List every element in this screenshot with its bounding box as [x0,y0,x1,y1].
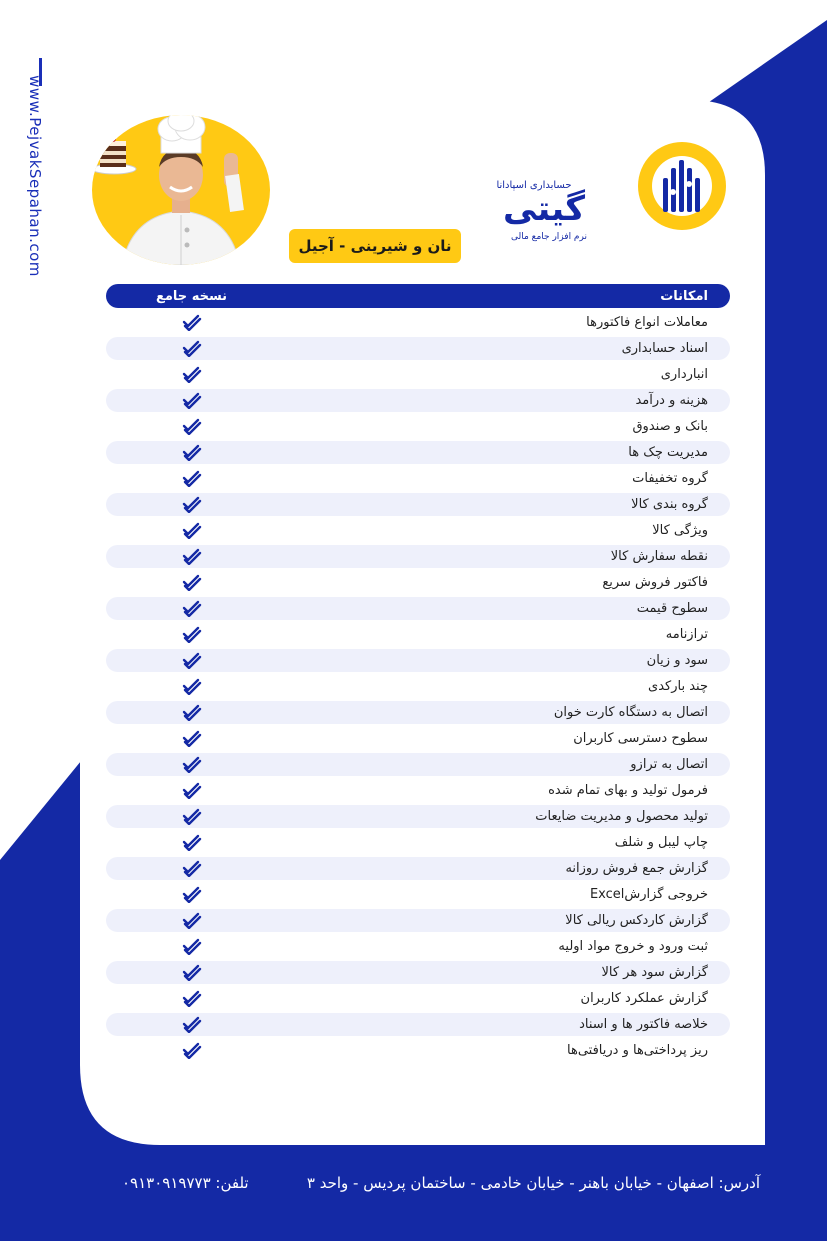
table-row [106,493,730,516]
check-icon [182,938,202,955]
table-row [106,961,730,984]
table-row [106,675,730,698]
table-row [106,883,730,906]
table-row [106,545,730,568]
table-row [106,753,730,776]
feature-label: گروه بندی کالا [631,497,708,512]
table-row [106,623,730,646]
check-icon [182,470,202,487]
check-icon [182,652,202,669]
feature-label: گروه تخفیفات [632,471,708,486]
feature-label: گزارش جمع فروش روزانه [565,861,708,876]
check-icon [182,704,202,721]
table-row [106,389,730,412]
check-icon [182,366,202,383]
feature-label: فاکتور فروش سریع [602,575,708,590]
table-row [106,363,730,386]
check-icon [182,496,202,513]
table-row [106,1013,730,1036]
table-row [106,935,730,958]
logo-brand-main: گیتی [503,189,585,229]
table-row [106,519,730,542]
feature-label: گزارش کاردکس ریالی کالا [565,913,708,928]
check-icon [182,860,202,877]
check-icon [182,912,202,929]
check-icon [182,834,202,851]
table-row [106,467,730,490]
check-icon [182,522,202,539]
check-icon [182,782,202,799]
feature-label: مدیریت چک ها [628,445,708,460]
check-icon [182,444,202,461]
feature-label: چند بارکدی [648,679,708,694]
feature-label: ریز پرداختی‌ها و دریافتی‌ها [567,1043,708,1058]
feature-label: سود و زیان [646,653,708,668]
table-row [106,909,730,932]
feature-label: خروجی گزارشExcel [589,887,708,902]
table-row [106,311,730,334]
table-row [106,727,730,750]
check-icon [182,418,202,435]
features-table [106,284,730,1062]
header-features: امکانات [660,288,708,304]
table-row [106,415,730,438]
table-row [106,779,730,802]
check-icon [182,1016,202,1033]
check-icon [182,600,202,617]
feature-label: ترازنامه [665,627,708,642]
table-row [106,441,730,464]
feature-label: ویژگی کالا [652,523,708,538]
feature-label: خلاصه فاکتور ها و اسناد [579,1017,708,1032]
feature-label: نقطه سفارش کالا [610,549,708,564]
website-url[interactable]: www.PejvakSepahan.com [26,75,44,277]
feature-label: گزارش سود هر کالا [601,965,708,980]
feature-label: اسناد حسابداری [621,341,708,356]
table-body [106,311,730,1062]
check-icon [182,964,202,981]
check-icon [182,808,202,825]
feature-label: سطوح قیمت [636,601,708,616]
table-row [106,857,730,880]
feature-label: فرمول تولید و بهای تمام شده [548,783,708,798]
table-row [106,1039,730,1062]
table-row [106,571,730,594]
footer [100,1168,760,1198]
feature-label: هزینه و درآمد [635,393,708,408]
check-icon [182,392,202,409]
brand-logo [474,140,734,250]
feature-label: بانک و صندوق [632,419,708,434]
check-icon [182,314,202,331]
footer-phone[interactable]: تلفن: ۰۹۱۳۰۹۱۹۷۷۳ [122,1174,249,1192]
feature-label: تولید محصول و مدیریت ضایعات [535,809,708,824]
check-icon [182,990,202,1007]
page-title: نان و شیرینی - آجیل [289,229,461,263]
logo-brand-sub: نرم افزار جامع مالی [511,232,587,242]
feature-label: گزارش عملکرد کاربران [580,991,708,1006]
chef-illustration [92,115,270,265]
check-icon [182,548,202,565]
table-row [106,597,730,620]
table-row [106,831,730,854]
table-row [106,701,730,724]
logo-brand-top: حسابداری اسپادانا [496,180,572,191]
table-row [106,337,730,360]
feature-label: چاپ لیبل و شلف [614,835,708,850]
table-row [106,805,730,828]
footer-address: آدرس: اصفهان - خیابان باهنر - خیابان خادمی - ساختمان پردیس - واحد ۳ [306,1174,760,1192]
check-icon [182,678,202,695]
table-row [106,987,730,1010]
check-icon [182,340,202,357]
feature-label: سطوح دسترسی کاربران [573,731,708,746]
feature-label: انبارداری [660,367,708,382]
header-full-version: نسخه جامع [156,288,228,304]
table-header [106,284,730,308]
feature-label: ثبت ورود و خروج مواد اولیه [558,939,708,954]
check-icon [182,730,202,747]
feature-label: اتصال به دستگاه کارت خوان [553,705,708,720]
check-icon [182,1042,202,1059]
check-icon [182,756,202,773]
feature-label: اتصال به ترازو [630,757,708,772]
table-row [106,649,730,672]
check-icon [182,886,202,903]
check-icon [182,626,202,643]
check-icon [182,574,202,591]
feature-label: معاملات انواع فاکتورها [586,315,708,330]
